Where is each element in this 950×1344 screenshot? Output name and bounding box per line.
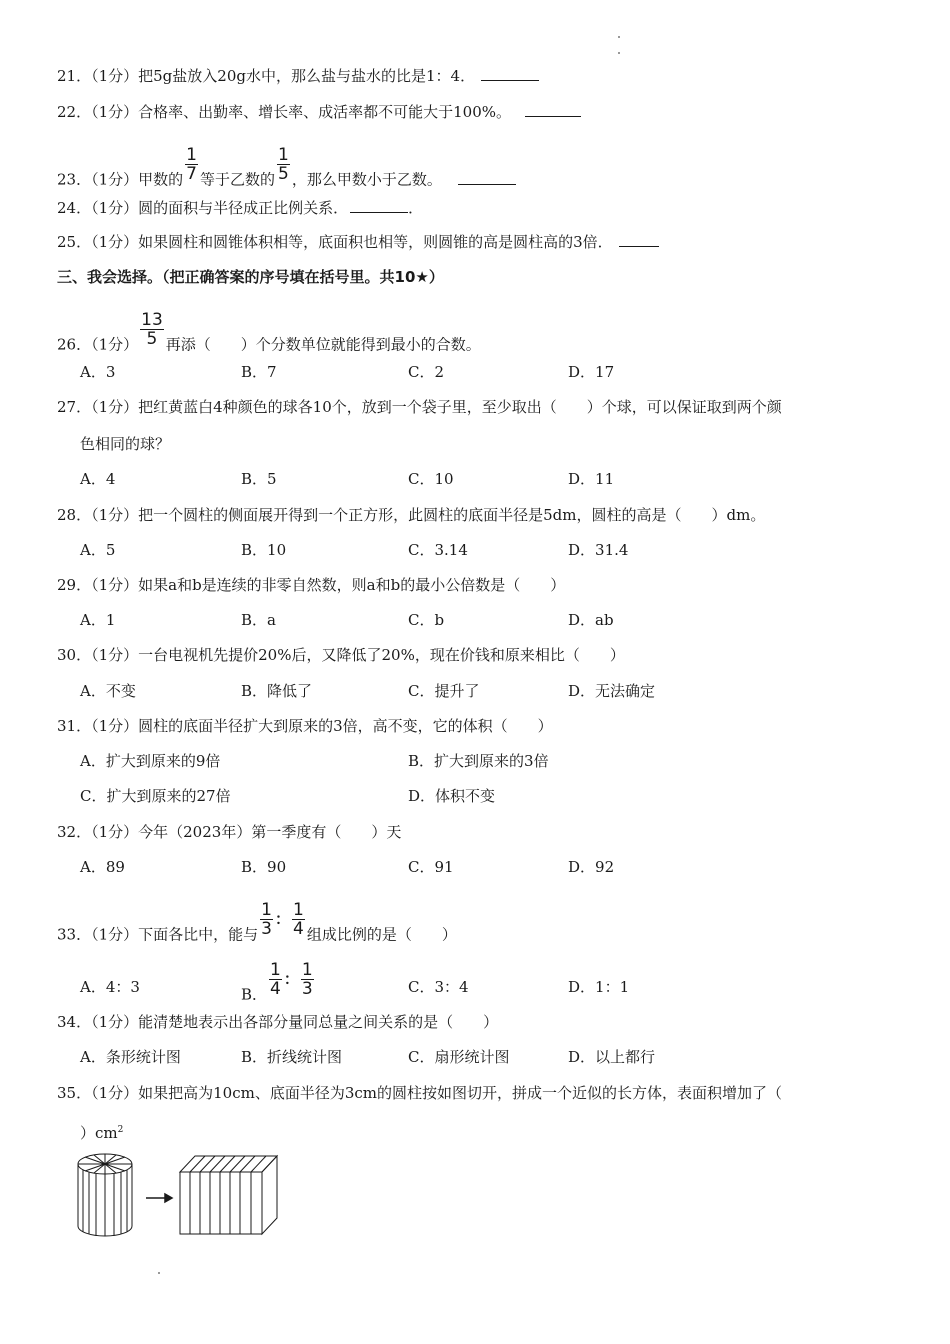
option-a[interactable]: A．89 (80, 858, 125, 876)
option-a[interactable]: A．条形统计图 (80, 1048, 181, 1066)
section-heading: 三、我会选择。（把正确答案的序号填在括号里。共10★） (57, 268, 444, 286)
question-score: （1分） (91, 506, 139, 524)
question-text: 能清楚地表示出各部分量同总量之间关系的是（ ） (138, 1013, 499, 1031)
question-number: 24． (57, 199, 92, 217)
option-c[interactable]: C．b (408, 611, 445, 629)
option-b[interactable]: B． $\frac{1}{4}$ ： $\frac{1}{3}$ (241, 960, 313, 1004)
question-27-continued: 色相同的球？ (80, 435, 171, 453)
answer-blank[interactable] (619, 232, 659, 247)
question-score: （1分） (91, 103, 139, 121)
option-c[interactable]: C．提升了 (408, 682, 480, 700)
question-text: 甲数的 (138, 170, 184, 189)
question-score: （1分） (91, 646, 139, 664)
question-23 (57, 145, 516, 199)
option-a[interactable]: A．5 (80, 541, 116, 559)
question-28 (57, 505, 765, 525)
option-a[interactable]: A．不变 (80, 682, 136, 700)
question-30 (57, 645, 625, 665)
option-d[interactable]: D．92 (568, 858, 615, 876)
question-score: （1分） (91, 398, 139, 416)
question-score: （1分） (91, 717, 139, 735)
option-d[interactable]: D．31.4 (568, 541, 629, 559)
question-text: 如果a和b是连续的非零自然数，则a和b的最小公倍数是（ ） (138, 576, 566, 594)
fraction-one-fifth: $\frac{1}{5}$ (278, 145, 289, 184)
option-c[interactable]: C．3.14 (408, 541, 468, 559)
fraction-one-quarter: $\frac{1}{4}$ (293, 900, 304, 939)
question-number: 26． (57, 335, 92, 354)
question-text: 下面各比中，能与 (138, 925, 259, 944)
option-d[interactable]: D．体积不变 (408, 787, 496, 805)
question-number: 31． (57, 717, 92, 735)
question-24 (57, 198, 423, 218)
fraction-one-quarter: $\frac{1}{4}$ (270, 960, 281, 999)
question-text: 组成比例的是（ ） (306, 925, 457, 944)
option-c[interactable]: C．3：4 (408, 978, 469, 996)
option-d[interactable]: D．11 (568, 470, 615, 488)
cylinder-icon (78, 1154, 132, 1236)
question-score: （1分） (91, 1084, 139, 1102)
question-score: （1分） (91, 925, 139, 944)
question-score: （1分） (91, 576, 139, 594)
cylinder-to-cuboid-figure (70, 1148, 285, 1243)
question-score: （1分） (91, 67, 139, 85)
option-c[interactable]: C．10 (408, 470, 454, 488)
question-31 (57, 716, 553, 736)
option-b[interactable]: B．5 (241, 470, 277, 488)
ratio-colon: ： (283, 969, 299, 988)
question-text: 今年（2023年）第一季度有（ ）天 (138, 823, 402, 841)
question-text: 一台电视机先提价20%后，又降低了20%，现在价钱和原来相比（ ） (138, 646, 625, 664)
question-text: 如果把高为10cm、底面半径为3cm的圆柱按如图切开，拼成一个近似的长方体，表面积增加了（ (138, 1084, 783, 1102)
option-c[interactable]: C．扩大到原来的27倍 (80, 787, 231, 805)
option-b[interactable]: B．a (241, 611, 276, 629)
cuboid-icon (180, 1156, 277, 1234)
option-a[interactable]: A．1 (80, 611, 116, 629)
question-text: 等于乙数的 (199, 170, 275, 189)
option-d[interactable]: D．1：1 (568, 978, 630, 996)
option-b[interactable]: B．折线统计图 (241, 1048, 343, 1066)
option-c[interactable]: C．扇形统计图 (408, 1048, 510, 1066)
question-number: 28． (57, 506, 92, 524)
scan-speck (618, 36, 620, 38)
option-d[interactable]: D．以上都行 (568, 1048, 656, 1066)
fraction-thirteen-fifths: $\frac{13}{5}$ (141, 310, 163, 349)
question-number: 27． (57, 398, 92, 416)
question-text: 把5g盐放入20g水中，那么盐与盐水的比是1：4． (138, 67, 476, 85)
option-b[interactable]: B．降低了 (241, 682, 313, 700)
question-score: （1分） (91, 1013, 139, 1031)
answer-blank[interactable] (350, 198, 408, 213)
option-d[interactable]: D．17 (568, 363, 615, 381)
option-b[interactable]: B．90 (241, 858, 287, 876)
arrow-right-icon (146, 1194, 172, 1202)
question-number: 34． (57, 1013, 92, 1031)
question-text: 如果圆柱和圆锥体积相等，底面积也相等，则圆锥的高是圆柱高的3倍． (138, 233, 613, 251)
question-text: 圆的面积与半径成正比例关系． (138, 199, 349, 217)
question-text: 把一个圆柱的侧面展开得到一个正方形，此圆柱的底面半径是5dm，圆柱的高是（ ）dm。 (138, 506, 766, 524)
question-26 (57, 310, 481, 364)
fraction-one-seventh: $\frac{1}{7}$ (186, 145, 197, 184)
question-33 (57, 900, 457, 954)
answer-blank[interactable] (481, 66, 539, 81)
question-34 (57, 1012, 498, 1032)
question-text: ． (408, 199, 424, 217)
option-b[interactable]: B．扩大到原来的3倍 (408, 752, 549, 770)
question-number: 23． (57, 170, 92, 189)
option-b[interactable]: B．7 (241, 363, 277, 381)
question-number: 22． (57, 103, 92, 121)
option-c[interactable]: C．2 (408, 363, 445, 381)
question-text: 再添（ ）个分数单位就能得到最小的合数。 (165, 335, 481, 354)
question-number: 25． (57, 233, 92, 251)
option-d[interactable]: D．ab (568, 611, 614, 629)
question-27 (57, 397, 782, 417)
option-a[interactable]: A．扩大到原来的9倍 (80, 752, 221, 770)
scan-speck (158, 1272, 160, 1274)
question-score: （1分） (91, 170, 139, 189)
question-number: 35． (57, 1084, 92, 1102)
question-number: 32． (57, 823, 92, 841)
question-21 (57, 66, 539, 86)
option-c[interactable]: C．91 (408, 858, 454, 876)
question-score: （1分） (91, 233, 139, 251)
answer-blank[interactable] (525, 102, 581, 117)
question-number: 33． (57, 925, 92, 944)
question-29 (57, 575, 565, 595)
option-a[interactable]: A．4 (80, 470, 116, 488)
fraction-one-third: $\frac{1}{3}$ (261, 900, 272, 939)
question-number: 29． (57, 576, 92, 594)
option-b[interactable]: B．10 (241, 541, 287, 559)
question-score: （1分） (91, 199, 139, 217)
question-score: （1分） (91, 335, 139, 354)
option-a[interactable]: A．3 (80, 363, 116, 381)
question-text: 圆柱的底面半径扩大到原来的3倍，高不变，它的体积（ ） (138, 717, 553, 735)
option-d[interactable]: D．无法确定 (568, 682, 656, 700)
question-text: 合格率、出勤率、增长率、成活率都不可能大于100%。 (138, 103, 512, 121)
question-number: 21． (57, 67, 92, 85)
ratio-colon: ： (274, 909, 290, 928)
question-35 (57, 1083, 782, 1103)
question-score: （1分） (91, 823, 139, 841)
question-text: 把红黄蓝白4种颜色的球各10个，放到一个袋子里，至少取出（ ）个球，可以保证取到两个颜 (138, 398, 782, 416)
question-text: ，那么甲数小于乙数。 (291, 170, 442, 189)
question-25 (57, 232, 659, 252)
question-35-continued: ）$cm^2$ (80, 1124, 124, 1142)
question-22 (57, 102, 581, 122)
question-32 (57, 822, 401, 842)
option-a[interactable]: A．4：3 (80, 978, 140, 996)
answer-blank[interactable] (458, 170, 516, 185)
question-number: 30． (57, 646, 92, 664)
scan-speck (618, 52, 620, 54)
fraction-one-third: $\frac{1}{3}$ (301, 960, 313, 999)
